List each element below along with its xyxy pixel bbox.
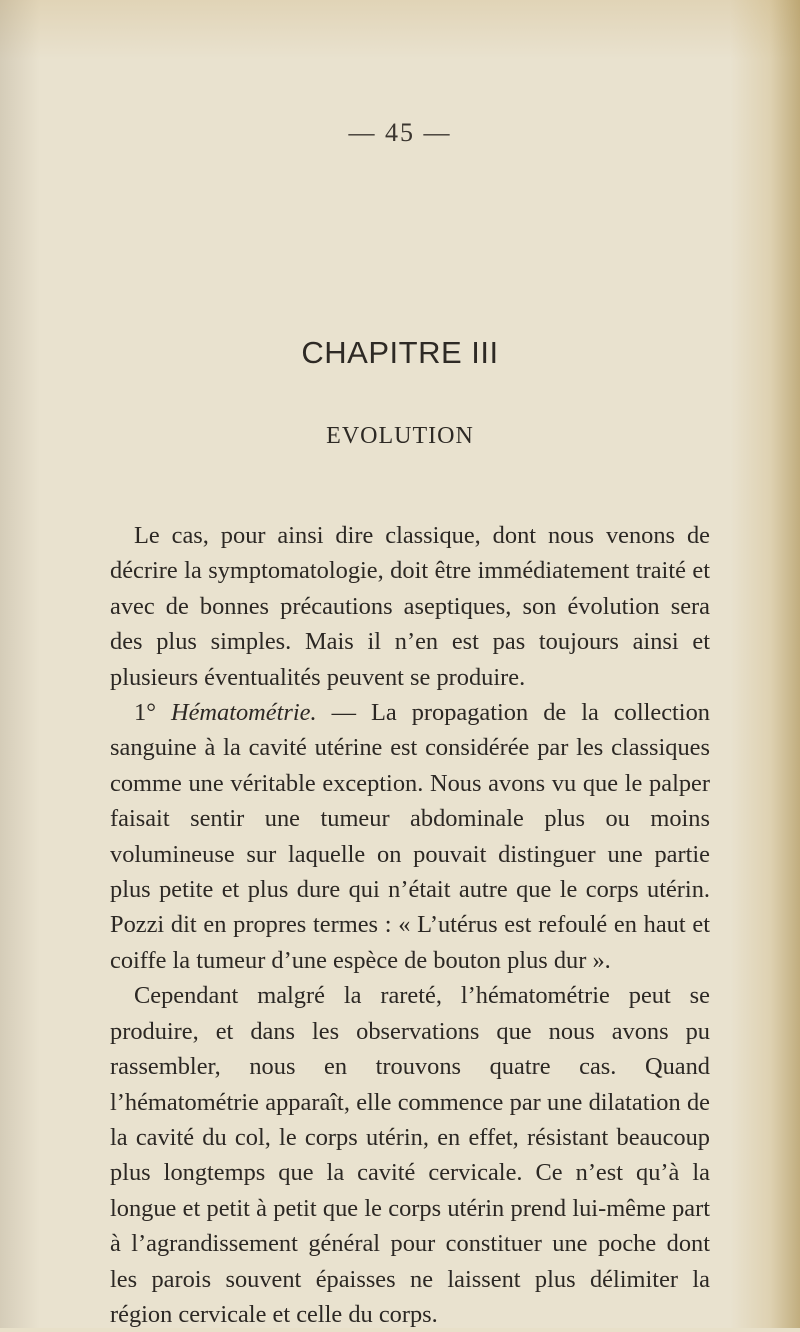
paragraph-3: Cependant malgré la rareté, l’hématométrie peut se produire, et dans les observations que nous avons pu rassembler, nous en trouvons quatre cas. Quand l’hématométrie apparaît, elle commence par une dilatation de la cavité du col, le corps utérin, en effet, résistant beaucoup plus longtemps que la cavité cervicale. Ce n’est qu’à la longue et petit à petit que le corps utérin prend lui-même part à l’agrandissement général pour constituer une poche dont les parois souvent épaisses ne laissent plus délimiter la région cervicale et celle du corps. — [110, 982, 710, 1328]
paragraph-2 — [110, 695, 710, 978]
body-text — [110, 518, 710, 1332]
paragraph-2-number: 1° — [134, 699, 156, 727]
paragraph-2-heading: Hématométrie. — [170, 699, 317, 727]
chapter-title: CHAPITRE III — [301, 335, 499, 370]
section-title: EVOLUTION — [326, 423, 474, 449]
page-number: — 45 — — [348, 118, 452, 147]
paragraph-2-text: — La propagation de la collection sanguine à la cavité utérine est considérée par les classiques comme une véritable exception. Nous avons vu que le palper faisait sentir une tumeur abdominale plus ou moins volumineuse sur laquelle on pouvait distinguer une partie plus petite et plus dure qui n’était autre que le corps utérin. Pozzi dit en propres termes : « L’utérus est refoulé en haut et coiffe la tumeur d’une espèce de bouton plus dur ». — [110, 699, 710, 974]
paragraph-1: Le cas, pour ainsi dire classique, dont nous venons de décrire la symptomatologie, doit être immédiatement traité et avec de bonnes précautions aseptiques, son évolution sera des plus simples. Mais il n’en est pas toujours ainsi et plusieurs éventualités peuvent se produire. — [110, 522, 710, 691]
